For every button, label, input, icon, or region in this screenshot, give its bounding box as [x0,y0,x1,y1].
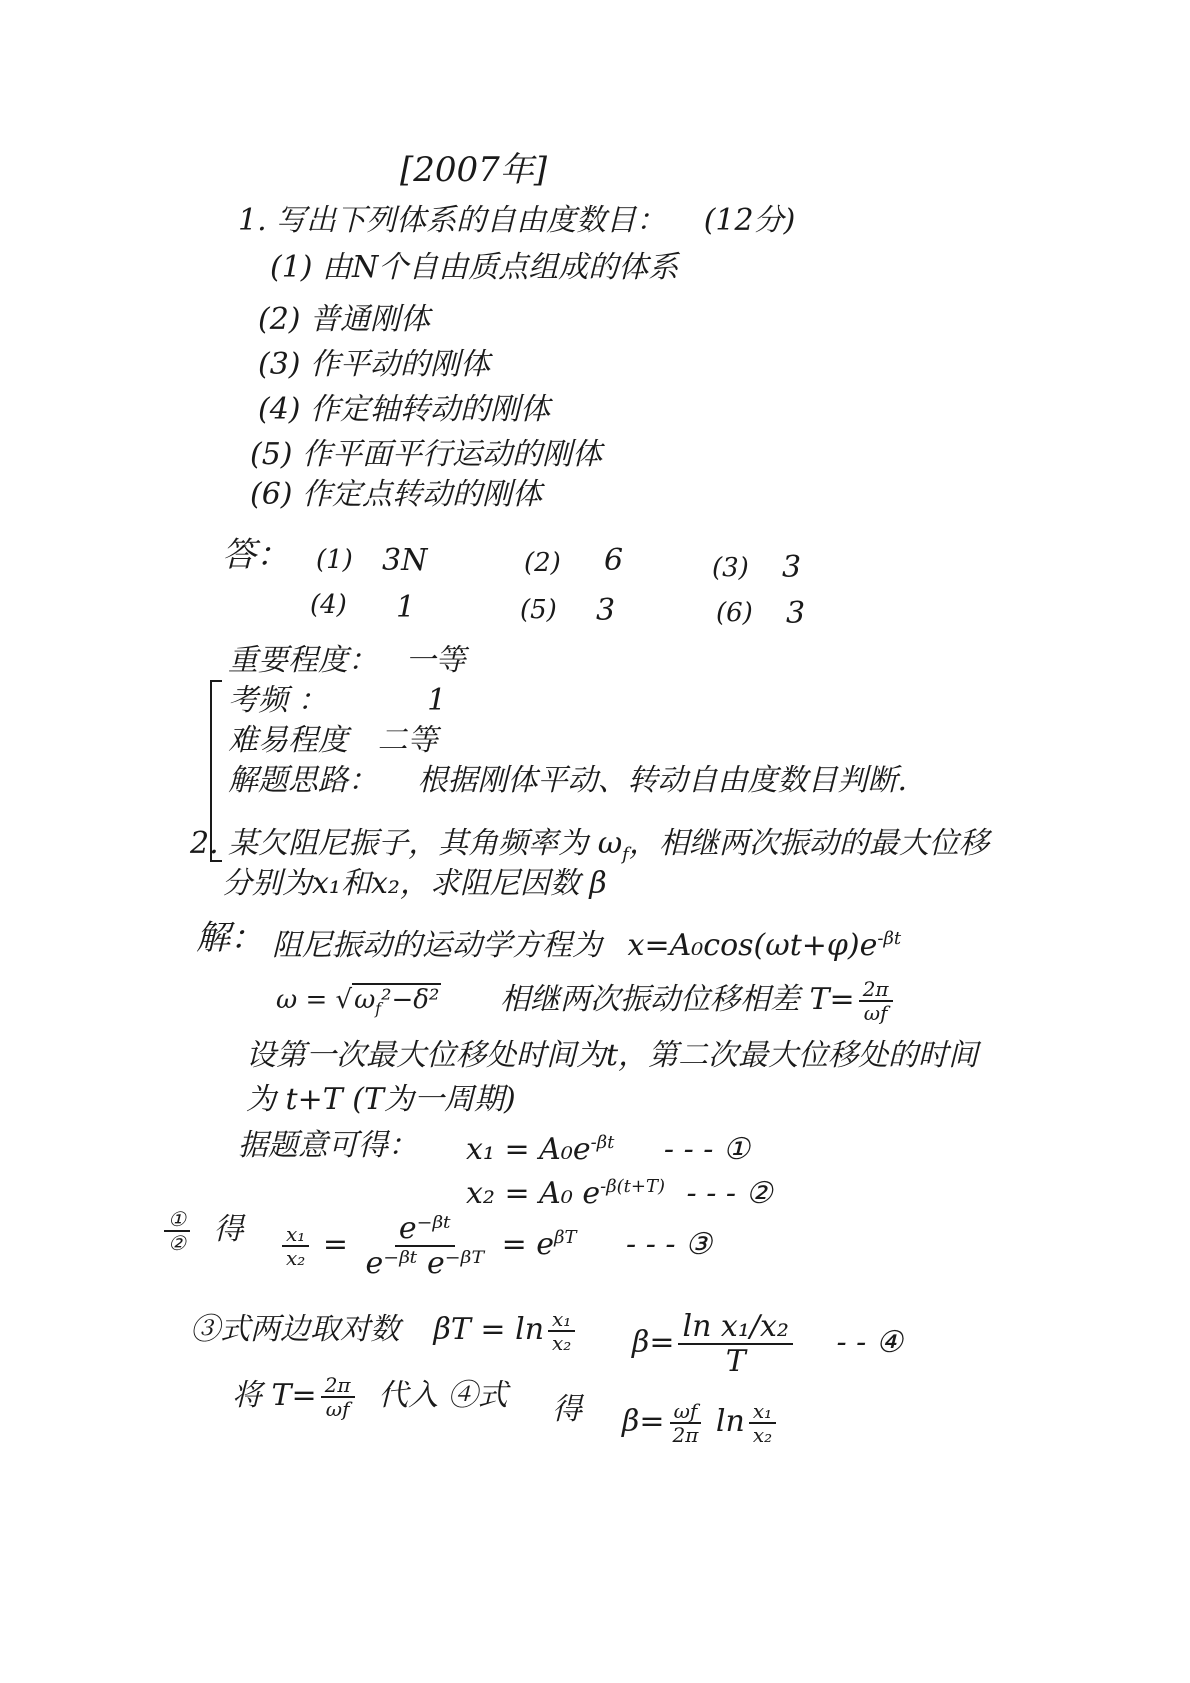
answer-3-num: (3) [712,553,749,583]
eq2-text: x₂ = A₀ e [466,1176,601,1211]
motion-equation: x=A₀cos(ωt+φ)e [627,928,878,963]
q2-line-1 [190,826,989,866]
log-frac-den: x₂ [552,1331,572,1355]
answer-2-num: (2) [524,548,561,578]
period-fraction [859,978,893,1024]
importance-label: 重要程度： [228,643,378,678]
meta-frequency [228,683,446,719]
q2-line-2: 分别为x₁和x₂，求阻尼因数 β [222,866,607,901]
idea-label: 解题思路： [228,763,378,798]
meta-importance [228,643,466,679]
setup-line-1: 设第一次最大位移处时间为t，第二次最大位移处的时间 [246,1038,979,1073]
omega-radicand [352,983,441,1019]
beta-fraction [678,1310,792,1378]
frequency-label: 考频 ： [228,683,328,718]
q1-item-4: (4) 作定轴转动的刚体 [258,392,551,427]
eq2-exp: -β(t+T) [600,1176,665,1197]
q1-item-6: (6) 作定点转动的刚体 [250,477,543,512]
answer-4-num: (4) [310,590,347,620]
q1-item-3: (3) 作平动的刚体 [258,347,491,382]
period-text: 相继两次振动位移相差 T= [500,982,855,1017]
importance-value: 一等 [405,643,466,678]
difficulty-value: 二等 [377,723,438,758]
difficulty-label: 难易程度 [228,723,348,758]
answer-5-num: (5) [520,595,557,625]
final-result [622,1400,780,1446]
ratio-mid [362,1212,489,1280]
solution-intro [272,928,901,964]
log-step [190,1308,579,1354]
answer-6-value: 3 [786,596,806,631]
frequency-value: 1 [427,683,447,718]
ratio-mid-num: e⁻ᵝᵗ [395,1212,455,1247]
q1-score: (12分) [703,203,796,238]
eq4-tag: - - ④ [836,1325,903,1360]
from-question: 据题意可得： [238,1128,418,1163]
period-statement [500,978,897,1024]
equation-1 [466,1132,750,1168]
eq3-tag: - - - ③ [626,1227,712,1262]
sub-num: 2π [321,1374,355,1398]
q1-item-5: (5) 作平面平行运动的刚体 [250,437,603,472]
idea-value: 根据刚体平动、转动自由度数目判断. [417,763,908,798]
answer-label: 答： [222,535,290,575]
answer-1-num: (1) [316,545,353,575]
beta-den: T [725,1344,746,1379]
answer-6-num: (6) [716,598,753,628]
final-beta: β= [622,1404,665,1439]
log-eq: βT = ln [433,1312,545,1347]
ratio-lhs [282,1223,309,1269]
eq2-tag: - - - ② [686,1176,773,1211]
ratio-label-num: ① [164,1208,190,1232]
ratio-get: 得 [213,1212,244,1247]
omega-rad-rest: ²−δ² [381,985,440,1015]
final-ln-den: x₂ [752,1423,773,1447]
q1-item-2: (2) 普通刚体 [258,302,431,337]
sub-rest: 代入 ④式 [378,1378,508,1413]
sub-fraction [321,1374,355,1420]
q1-item-1: (1) 由N个自由质点组成的体系 [270,250,679,285]
period-den: ωf [863,1001,888,1025]
motion-equation-exp: -βt [877,928,902,949]
answer-4-value: 1 [396,590,416,625]
ratio-lhs-num: x₁ [282,1223,309,1247]
q1-prompt-text: 1. 写出下列体系的自由度数目： [238,203,667,238]
answer-5-value: 3 [596,593,616,628]
ratio-rhs-exp: βT [554,1227,577,1248]
eq1-text: x₁ = A₀e [466,1132,591,1167]
ratio-rhs: = e [501,1227,555,1262]
answer-2-value: 6 [604,543,624,578]
final-ln-fraction [749,1400,776,1446]
answer-1-value: 3N [382,543,428,578]
substitution-step [232,1374,508,1420]
ratio-equation: $\frac{\text{x₁}}{\text{x₂}}$ = $\frac{\text{e⁻ᵝᵗ}}{\text{e⁻ᵝᵗ e⁻ᵝᵀ}}$ = $e^{\beta T}$ - - - ③ [278,1212,712,1280]
solution-intro-text: 阻尼振动的运动学方程为 [272,928,602,963]
omega-rad-sub: f [375,1000,382,1019]
ratio-label-den: ② [168,1231,186,1255]
sub-text: 将 T= [232,1378,317,1413]
equation-2 [466,1176,772,1212]
final-get: 得 [552,1392,582,1427]
q2-line-1-text: 2. 某欠阻尼振子，其角频率为 ω [190,826,623,861]
final-fraction [668,1400,702,1446]
final-ln-num: x₁ [749,1400,776,1424]
q1-prompt [238,203,795,239]
final-den: 2π [672,1423,699,1447]
omega-lhs: ω = √ [276,985,353,1015]
period-num: 2π [859,978,893,1002]
log-frac-num: x₁ [548,1308,575,1332]
ratio-mid-den: e⁻ᵝᵗ e⁻ᵝᵀ [365,1246,485,1281]
final-ln: ln [715,1404,745,1439]
setup-line-2: 为 t+T (T为一周期) [246,1082,516,1117]
eq1-exp: -βt [590,1132,615,1153]
meta-idea [228,763,907,799]
log-text: ③式两边取对数 [190,1312,400,1347]
page-title: [2007年] [400,150,548,190]
beta-num: ln x₁/x₂ [678,1310,792,1345]
q2-line-1-rest: ，相继两次振动的最大位移 [628,826,989,861]
answer-3-value: 3 [782,550,802,585]
ratio-lhs-den: x₂ [286,1246,306,1270]
beta-equation [632,1310,903,1378]
ratio-step [160,1208,243,1254]
sub-den: ωf [325,1397,350,1421]
q2-line-1-sub: f [622,844,629,865]
log-fraction [548,1308,575,1354]
eq1-tag: - - - ① [663,1132,750,1167]
omega-equation [276,985,441,1019]
ratio-label [164,1208,190,1254]
omega-rad-w: ω [354,985,376,1015]
meta-difficulty [228,723,438,759]
beta-eq: β= [632,1325,675,1360]
final-num: ωf [670,1400,702,1424]
solution-label: 解： [196,918,264,958]
